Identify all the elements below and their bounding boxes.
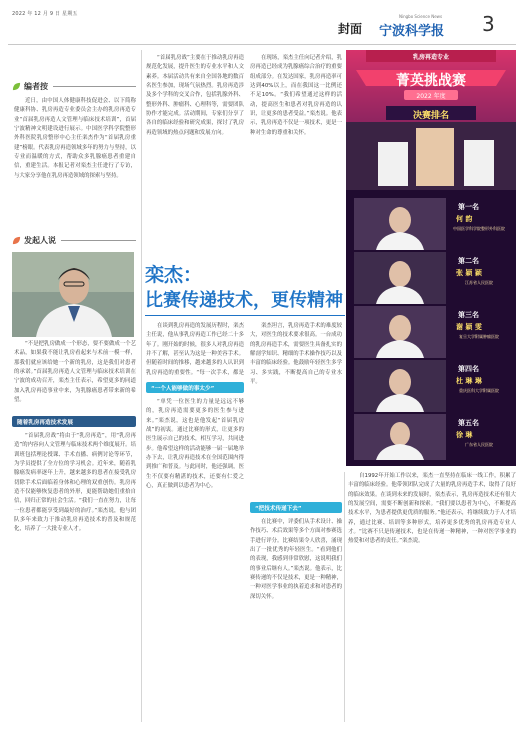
initiator-quote-text: “不是把乳房做成一个形态，要不要做成一个艺术品，如果我不能让乳房看起来与术前一模一样，那我们就应该给她一个新的乳房，这是我们对患者的承诺。”首届乳房再造人文管理与临床技术培训在宁波的成功召开，栾杰主任表示，希望更多的同道加入乳房再造事业中来，为乳腺癌患者带来新的希望。 <box>14 341 136 404</box>
article-body-2-text: “单凭一位医生的力量是远远不够的，乳房再造需要更多的医生参与进来。”栾杰说，这也是他发起“首届乳房战”的初衷。通过比赛的形式，让更多的医生展示自己的技术，相互学习，共同进步。他希望这样的活动能够一届一届地举办下去，让乳房再造技术在全国范围内得到推广和普及。与此同时，他还强调，医生不仅要有精湛的技术，还要有仁爱之心，真正做到以患者为中心。 <box>146 399 244 490</box>
competition-poster <box>346 50 516 466</box>
initiator-label <box>12 234 136 246</box>
article-intro-text: 在谈到乳房再造的发展历程时，栾杰主任说，他从事乳房再造工作已经二十多年了。刚开始的时候，很多人对乳房再造并不了解，甚至认为这是一种美容手术。但随着时间的推移，越来越多的人认识到乳房再造的重要性。“每一次手术，都是 <box>146 323 244 376</box>
winner-rank: 第三名 <box>458 311 479 319</box>
poster-finals-heading: 决赛排名 <box>412 111 449 121</box>
winner-name: 谢 颖 雯 <box>456 322 482 331</box>
right-top-text: 在现场，栾杰主任向记者介绍，乳房再造已经成为乳腺癌综合治疗的重要组成部分。在发达国家，乳房再造率可达到40%以上，而在我国这一比例还不足10%。“我们希望通过这样的活动，提高医生和患者对乳房再造的认识，让更多的患者受益。”栾杰说。他表示，乳房再造不仅是一项技术，更是一种对生命的尊重和关怀。 <box>250 55 342 136</box>
doctor-portrait <box>12 252 134 337</box>
article-body-2 <box>146 398 244 722</box>
article-body-3 <box>250 322 342 498</box>
winner-photo <box>354 306 446 358</box>
left-body-text: “首届乳房战”将由于“乳房再造”，用“乳房再造”的内容向人文管理与临床技术两个维度展开。培训班包括理论授课、手术直播、病例讨论等环节，为学员提供了全方位的学习机会。近年来，随着乳腺癌发病率逐年上升，越来越多的患者在接受乳房切除手术后面临着身体和心理的双重创伤。乳房再造不仅能够恢复患者的外形，更能帮助她们重拾自信，回归正常的社会生活。“我们一直在努力，让每一位患者都能享受到最好的治疗。”栾杰说，他与团队多年来致力于推动乳房再造技术的普及和规范化，培养了一大批专业人才。 <box>14 433 136 533</box>
issue-date: 2022 年 12 月 9 日 星期五 <box>12 11 78 17</box>
right-bottom-text: 自1992年开始工作以来，栾杰一直坚持在临床一线工作，积累了丰富的临床经验。他带领团队完成了大量的乳房再造手术，取得了良好的临床效果。在谈到未来的发展时，栾杰表示，乳房再造技术还有很大的发展空间，需要不断创新和探索。“我们要以患者为中心，不断提高技术水平，为患者提供更优质的服务。”他还表示，将继续致力于人才培养，通过比赛、培训等多种形式，培养更多优秀的乳房再造专业人才。“比赛不只是传递技术，也是在传递一种精神，一种对医学事业的热爱和对患者的责任。”栾杰说。 <box>348 473 516 545</box>
winner-hospital: 江苏省人民医院 <box>465 280 493 285</box>
editor-note-title: 编者按 <box>24 81 48 91</box>
winner-photo <box>354 414 446 460</box>
winner-photo <box>354 198 446 250</box>
article-body-4 <box>250 518 342 722</box>
winner-photo <box>354 252 446 304</box>
logo-english: Ningbo Science News <box>399 14 443 19</box>
leaf-icon <box>12 236 21 245</box>
poster-banner: 乳房再造专业 <box>412 54 449 61</box>
right-top-body <box>250 54 342 250</box>
winner-name: 张 颖 颖 <box>456 268 482 277</box>
section-name: 封面 <box>338 22 363 36</box>
right-bottom-body <box>348 472 516 722</box>
winner-name: 何 韵 <box>456 214 473 223</box>
tag-underline <box>53 86 136 87</box>
left-subheading: 随着乳房再造技术发展 <box>12 416 136 427</box>
winner-rank: 第四名 <box>458 365 479 373</box>
middle-top-body <box>146 54 244 250</box>
column-rule <box>141 50 142 722</box>
article-subheading-2: “把技术传递下去” <box>250 502 342 513</box>
winner-rank: 第一名 <box>458 203 479 211</box>
winner-photo <box>354 360 446 412</box>
left-body <box>14 432 136 722</box>
winner-name: 徐 琳 <box>456 430 473 439</box>
editor-note-text: 近日，由中国人体健康科技促进会、以下简称健康科协、乳房再造专业委员会主办的乳房再造专业“首届乳房再造人文管理与临床技术培训”，首届宁波精神文明建设进行展示。中国医学科学院整形外科医院乳房整形中心主任栾杰作为“首届乳房重建”榜眼。代表乳房再造领域多年的努力与坚持，以专业而温暖的方式，帮助众多乳腺癌患者重建自信，重建生活。本报记者对栾杰主任进行了专访，与大家分享他在乳房再造领域的探索与坚持。 <box>14 98 136 179</box>
middle-top-text: “首届乳房战”主要在于推动乳房再造规范化发展，提升医生的专业水平和人文素养。本届活动共有来自全国各地的数百名医生参加，现场气氛热烈。乳房再造涉及多个学科的交叉合作，包括乳腺外科、整形外科、肿瘤科、心理科等，需要团队协作才能完成。活动期间，专家们分享了各自的临床经验和研究成果，探讨了乳房再造领域的热点问题和发展方向。 <box>146 55 244 136</box>
article-subheading-1: “一个人能够做的事太少” <box>146 382 244 393</box>
poster-year: 2022 年度 <box>416 93 446 100</box>
article-intro <box>146 322 244 378</box>
editor-note-body <box>14 97 136 219</box>
title-underline <box>145 315 345 316</box>
article-body-3-text: 栾杰坦言，乳房再造手术的难度较大，对医生的技术要求很高。一台成功的乳房再造手术，需要医生具备扎实的解剖学知识、精细的手术操作技巧以及丰富的临床经验。他鼓励年轻医生多学习、多实践，不断提高自己的专业水平。 <box>250 323 342 386</box>
logo-chinese: 宁波科学报 <box>379 24 445 39</box>
page-number: 3 <box>482 12 495 36</box>
article-title-name: 栾杰： <box>145 264 203 286</box>
header-divider <box>8 44 516 45</box>
newspaper-logo <box>379 12 471 40</box>
winner-hospital: 中国医学科学院整形外科医院 <box>453 226 505 231</box>
winner-rank: 第二名 <box>458 257 479 265</box>
winner-hospital: 广东省人民医院 <box>465 442 493 447</box>
tag-underline <box>61 240 136 241</box>
article-title: 比赛传递技术，更传精神 <box>145 290 343 311</box>
initiator-quote <box>14 340 136 412</box>
winner-hospital: 重庆医科大学附属医院 <box>459 388 499 393</box>
column-rule <box>344 472 345 722</box>
article-body-4-text: 在比赛中，评委们从手术设计、操作技巧、术后效果等多个方面对参赛选手进行评分。比赛结果令人欣喜，涌现出了一批优秀的年轻医生。“看到他们的表现，我感到非常欣慰，这说明我们的事业后继有人。”栾杰说。他表示，比赛传递的不仅是技术，更是一种精神，一种对医学事业的执着追求和对患者的深切关怀。 <box>250 519 342 600</box>
leaf-icon <box>12 82 21 91</box>
winner-rank: 第五名 <box>458 419 479 427</box>
editor-note-label <box>12 80 136 92</box>
poster-title: 菁英挑战赛 <box>396 73 466 89</box>
winner-hospital: 复旦大学附属肿瘤医院 <box>459 334 499 339</box>
winner-name: 杜 琳 琳 <box>456 376 482 385</box>
initiator-title: 发起人说 <box>24 235 56 245</box>
portrait-image <box>12 252 134 337</box>
